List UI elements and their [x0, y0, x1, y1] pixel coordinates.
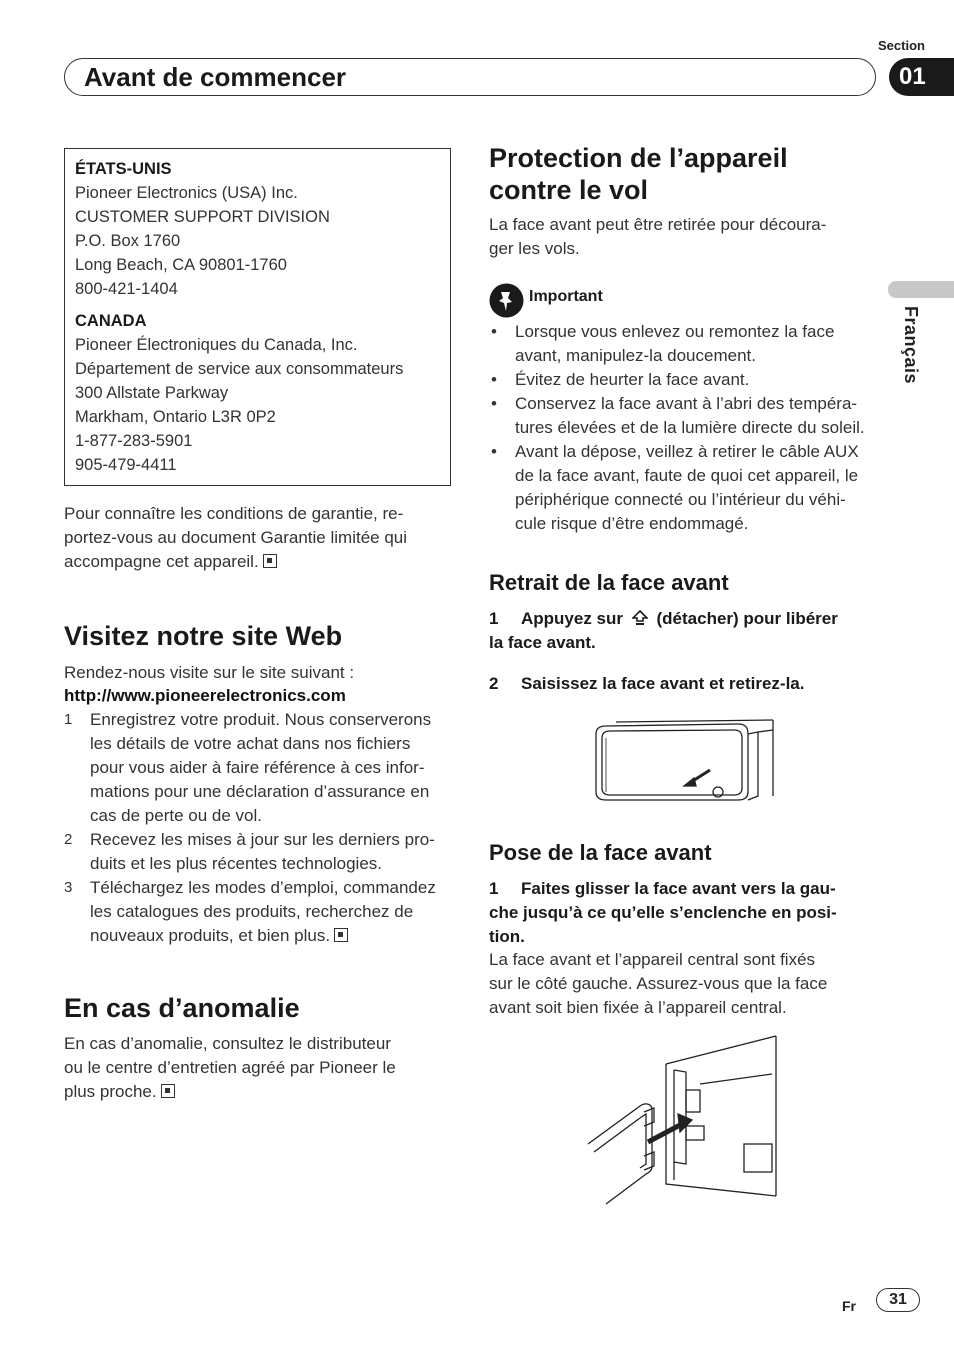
section-label: Section	[878, 38, 925, 53]
list-item: 1 Enregistrez votre produit. Nous conserverons les détails de votre achat dans nos fichiers pour vous aider à faire référence à ces infor- mations pour une déclaration d’assurance en cas de perte ou de vol.	[64, 710, 432, 825]
page-title: Avant de commencer	[84, 62, 347, 92]
removal-step-1: 1 Appuyez sur (détacher) pour libérer la face avant.	[489, 609, 838, 652]
face-attach-illustration	[586, 1034, 780, 1215]
removal-step-2: 2 Saisissez la face avant et retirez-la.	[489, 674, 805, 693]
canada-line: Département de service aux consommateurs	[75, 360, 404, 378]
website-url-link[interactable]: http://www.pioneerelectronics.com	[64, 686, 346, 705]
list-item: • Évitez de heurter la face avant.	[489, 368, 889, 392]
list-item: • Lorsque vous enlevez ou remontez la face avant, manipulez-la doucement.	[489, 320, 889, 368]
list-item: • Conservez la face avant à l’abri des tempéra- tures élevées et de la lumière directe du soleil.	[489, 392, 889, 440]
anomaly-paragraph: En cas d’anomalie, consultez le distributeur ou le centre d’entretien agréé par Pioneer le plus proche.	[64, 1034, 396, 1101]
usa-heading: ÉTATS-UNIS	[75, 160, 172, 178]
warranty-line: Pour connaître les conditions de garantie, re-	[64, 504, 404, 523]
attach-paragraph: La face avant et l’appareil central sont fixés sur le côté gauche. Assurez-vous que la face avant soit bien fixée à l’appareil central.	[489, 950, 828, 1017]
canada-line: Pioneer Électroniques du Canada, Inc.	[75, 336, 358, 354]
canada-line: Markham, Ontario L3R 0P2	[75, 408, 276, 426]
list-item: • Avant la dépose, veillez à retirer le câble AUX de la face avant, faute de quoi cet appareil, le périphérique connecté ou l’intérieur du véhi- cule risque d’être endommagé.	[489, 440, 889, 536]
detach-button-icon	[632, 610, 648, 626]
removal-heading: Retrait de la face avant	[489, 570, 729, 595]
support-address-box	[64, 148, 451, 486]
end-mark-icon	[334, 928, 348, 942]
canada-heading: CANADA	[75, 312, 147, 330]
section-number-badge: 01	[889, 58, 954, 96]
warranty-line: accompagne cet appareil.	[64, 552, 259, 571]
protection-intro: La face avant peut être retirée pour découra- ger les vols.	[489, 215, 827, 258]
website-intro: Rendez-nous visite sur le site suivant :	[64, 663, 355, 682]
page-number: 31	[876, 1288, 920, 1312]
list-item: 3 Téléchargez les modes d’emploi, commandez les catalogues des produits, recherchez de nouveaux produits, et bien plus.	[64, 878, 436, 945]
anomaly-heading: En cas d’anomalie	[64, 993, 300, 1023]
attach-heading: Pose de la face avant	[489, 840, 712, 865]
face-removal-illustration	[588, 712, 776, 807]
attach-step-1: 1 Faites glisser la face avant vers la gau- che jusqu’à ce qu’elle s’enclenche en posi- tion.	[489, 879, 837, 946]
language-tab-label: Français	[901, 306, 921, 385]
important-label: Important	[529, 288, 603, 305]
important-bullets	[489, 320, 889, 536]
end-mark-icon	[161, 1084, 175, 1098]
important-icon	[489, 283, 524, 323]
canada-line: 300 Allstate Parkway	[75, 384, 229, 402]
website-heading: Visitez notre site Web	[64, 621, 343, 651]
warranty-line: portez-vous au document Garantie limitée qui	[64, 528, 408, 547]
usa-line: Pioneer Electronics (USA) Inc.	[75, 184, 298, 202]
protection-heading: Protection de l’appareil contre le vol	[489, 143, 788, 205]
language-tab-marker	[888, 281, 954, 298]
canada-phone: 1-877-283-5901	[75, 432, 193, 450]
warranty-paragraph	[64, 502, 454, 574]
usa-line: P.O. Box 1760	[75, 232, 181, 250]
footer-language: Fr	[842, 1298, 856, 1314]
usa-phone: 800-421-1404	[75, 280, 178, 298]
usa-line: Long Beach, CA 90801-1760	[75, 256, 287, 274]
usa-line: CUSTOMER SUPPORT DIVISION	[75, 208, 330, 226]
website-benefits-list	[64, 708, 454, 948]
list-item: 2 Recevez les mises à jour sur les derniers pro- duits et les plus récentes technologies.	[64, 830, 435, 873]
canada-phone: 905-479-4411	[75, 456, 177, 474]
end-mark-icon	[263, 554, 277, 568]
